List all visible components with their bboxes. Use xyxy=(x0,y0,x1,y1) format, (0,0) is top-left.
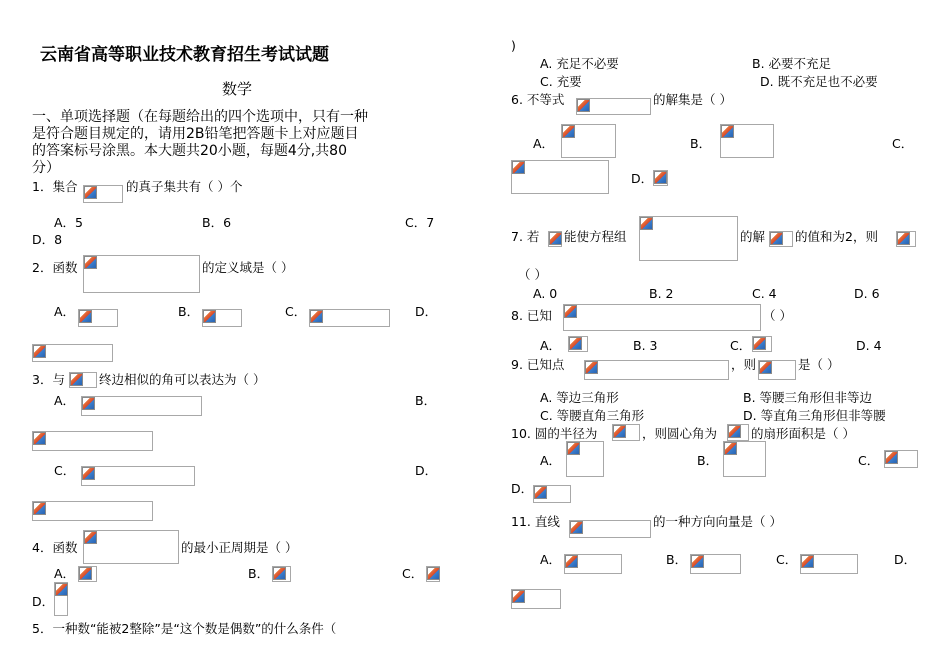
q5-option-b: B. 必要不充足 xyxy=(752,56,832,71)
q9-stem-start: 9. 已知点 xyxy=(511,357,565,372)
q8-option-a: A． xyxy=(540,338,562,353)
q4-stem-start: 4．函数 xyxy=(32,540,78,555)
broken-image-icon xyxy=(566,441,604,477)
broken-image-icon xyxy=(576,98,651,115)
broken-image-icon xyxy=(884,450,918,468)
q8-option-b: B. 3 xyxy=(633,338,658,353)
q10-stem-mid: ，则圆心角为 xyxy=(642,426,718,441)
broken-image-icon xyxy=(569,520,651,538)
q10-stem-start: 10. 圆的半径为 xyxy=(511,426,598,441)
q3-stem-start: 3．与 xyxy=(32,372,65,387)
q10-option-c: C． xyxy=(858,453,880,468)
section-instructions-line2: 是符合题目规定的，请用2B铅笔把答题卡上对应题目 xyxy=(32,126,359,142)
q7-option-c: C. 4 xyxy=(752,286,777,301)
broken-image-icon xyxy=(723,441,766,477)
broken-image-icon xyxy=(78,309,118,327)
broken-image-icon xyxy=(612,424,640,441)
q7-stem-start: 7. 若 xyxy=(511,229,540,244)
q11-stem-end: 的一种方向向量是（ ） xyxy=(653,514,782,529)
q3-option-c: C． xyxy=(54,463,76,478)
broken-image-icon xyxy=(752,336,772,352)
q6-option-d: D． xyxy=(631,171,654,186)
exam-title: 云南省高等职业技术教育招生考试试题 xyxy=(40,45,329,65)
broken-image-icon xyxy=(202,309,242,327)
q2-stem-start: 2．函数 xyxy=(32,260,78,275)
q7-stem-cont: （ ） xyxy=(518,267,547,282)
q10-option-b: B． xyxy=(697,453,719,468)
q1-option-a: A．5 xyxy=(54,215,84,230)
broken-image-icon xyxy=(727,424,749,441)
subject-title: 数学 xyxy=(222,80,253,98)
q5-stem: 5．一种数“能被2整除”是“这个数是偶数”的什么条件（ xyxy=(32,621,337,636)
q5-option-d: D. 既不充足也不必要 xyxy=(760,74,878,89)
q5-option-c: C. 充要 xyxy=(540,74,582,89)
broken-image-icon xyxy=(54,582,68,616)
q2-option-c: C． xyxy=(285,304,307,319)
q1-option-c: C．7 xyxy=(405,215,435,230)
broken-image-icon xyxy=(272,566,291,582)
q11-option-b: B． xyxy=(666,552,688,567)
q5-stem-cont: ) xyxy=(511,38,516,53)
q8-stem-start: 8. 已知 xyxy=(511,308,552,323)
q3-stem-end: 终边相似的角可以表达为（ ） xyxy=(99,372,266,387)
q8-option-d: D. 4 xyxy=(856,338,882,353)
broken-image-icon xyxy=(309,309,390,327)
q4-option-b: B． xyxy=(248,566,270,581)
section-instructions-line4: 分） xyxy=(32,160,60,176)
section-instructions-line1: 一、单项选择题（在每题给出的四个选项中，只有一种 xyxy=(32,109,368,125)
q7-option-b: B. 2 xyxy=(649,286,674,301)
q11-stem-start: 11. 直线 xyxy=(511,514,560,529)
broken-image-icon xyxy=(83,255,200,293)
broken-image-icon xyxy=(639,216,738,261)
broken-image-icon xyxy=(548,231,562,247)
broken-image-icon xyxy=(653,170,668,186)
q6-stem-start: 6. 不等式 xyxy=(511,92,565,107)
q1-stem-end: 的真子集共有（ ）个 xyxy=(126,179,243,194)
broken-image-icon xyxy=(78,566,97,582)
q6-stem-end: 的解集是（ ） xyxy=(653,92,732,107)
q9-option-a: A. 等边三角形 xyxy=(540,390,619,405)
q1-option-b: B．6 xyxy=(202,215,232,230)
broken-image-icon xyxy=(32,344,113,362)
broken-image-icon xyxy=(81,466,195,486)
broken-image-icon xyxy=(564,554,622,574)
q3-option-d: D． xyxy=(415,463,438,478)
q9-option-b: B. 等腰三角形但非等边 xyxy=(743,390,873,405)
broken-image-icon xyxy=(533,485,571,503)
broken-image-icon xyxy=(561,124,616,158)
q1-stem-start: 1．集合 xyxy=(32,179,78,194)
broken-image-icon xyxy=(769,231,793,247)
broken-image-icon xyxy=(32,431,153,451)
q7-stem-end: 的值和为2，则 xyxy=(795,229,878,244)
broken-image-icon xyxy=(32,501,153,521)
q2-option-a: A． xyxy=(54,304,76,319)
broken-image-icon xyxy=(563,304,761,331)
broken-image-icon xyxy=(568,336,588,352)
q10-stem-end: 的扇形面积是（ ） xyxy=(751,426,855,441)
broken-image-icon xyxy=(511,589,561,609)
broken-image-icon xyxy=(83,185,123,203)
q4-option-a: A． xyxy=(54,566,76,581)
broken-image-icon xyxy=(758,360,796,380)
q6-option-c: C． xyxy=(892,136,914,151)
section-instructions-line3: 的答案标号涂黑。本大题共20小题，每题4分,共80 xyxy=(32,143,347,159)
q10-option-d: D． xyxy=(511,481,534,496)
broken-image-icon xyxy=(584,360,729,380)
broken-image-icon xyxy=(83,530,179,564)
q3-option-b: B． xyxy=(415,393,437,408)
q2-stem-end: 的定义域是（ ） xyxy=(202,260,294,275)
broken-image-icon xyxy=(896,231,916,247)
q4-option-c: C． xyxy=(402,566,424,581)
broken-image-icon xyxy=(690,554,741,574)
q7-stem-mid1: 能使方程组 xyxy=(564,229,627,244)
q9-option-c: C. 等腰直角三角形 xyxy=(540,408,645,423)
q1-option-d: D．8 xyxy=(32,232,63,247)
q8-stem-end: （ ） xyxy=(763,308,792,323)
broken-image-icon xyxy=(426,566,440,582)
q11-option-c: C． xyxy=(776,552,798,567)
q6-option-b: B． xyxy=(690,136,712,151)
q8-option-c: C． xyxy=(730,338,752,353)
q9-stem-mid: ，则 xyxy=(731,357,757,372)
q6-option-a: A． xyxy=(533,136,555,151)
broken-image-icon xyxy=(720,124,774,158)
q11-option-d: D． xyxy=(894,552,917,567)
broken-image-icon xyxy=(69,372,97,388)
q9-stem-end: 是（ ） xyxy=(798,357,840,372)
broken-image-icon xyxy=(511,160,609,194)
q7-stem-mid2: 的解 xyxy=(740,229,766,244)
q4-option-d: D． xyxy=(32,594,55,609)
q7-option-a: A. 0 xyxy=(533,286,558,301)
q11-option-a: A． xyxy=(540,552,562,567)
q4-stem-end: 的最小正周期是（ ） xyxy=(181,540,298,555)
q2-option-b: B． xyxy=(178,304,200,319)
q2-option-d: D． xyxy=(415,304,438,319)
q7-option-d: D. 6 xyxy=(854,286,880,301)
q9-option-d: D. 等直角三角形但非等腰 xyxy=(743,408,886,423)
broken-image-icon xyxy=(800,554,858,574)
q5-option-a: A. 充足不必要 xyxy=(540,56,619,71)
broken-image-icon xyxy=(81,396,202,416)
q10-option-a: A． xyxy=(540,453,562,468)
q3-option-a: A． xyxy=(54,393,76,408)
